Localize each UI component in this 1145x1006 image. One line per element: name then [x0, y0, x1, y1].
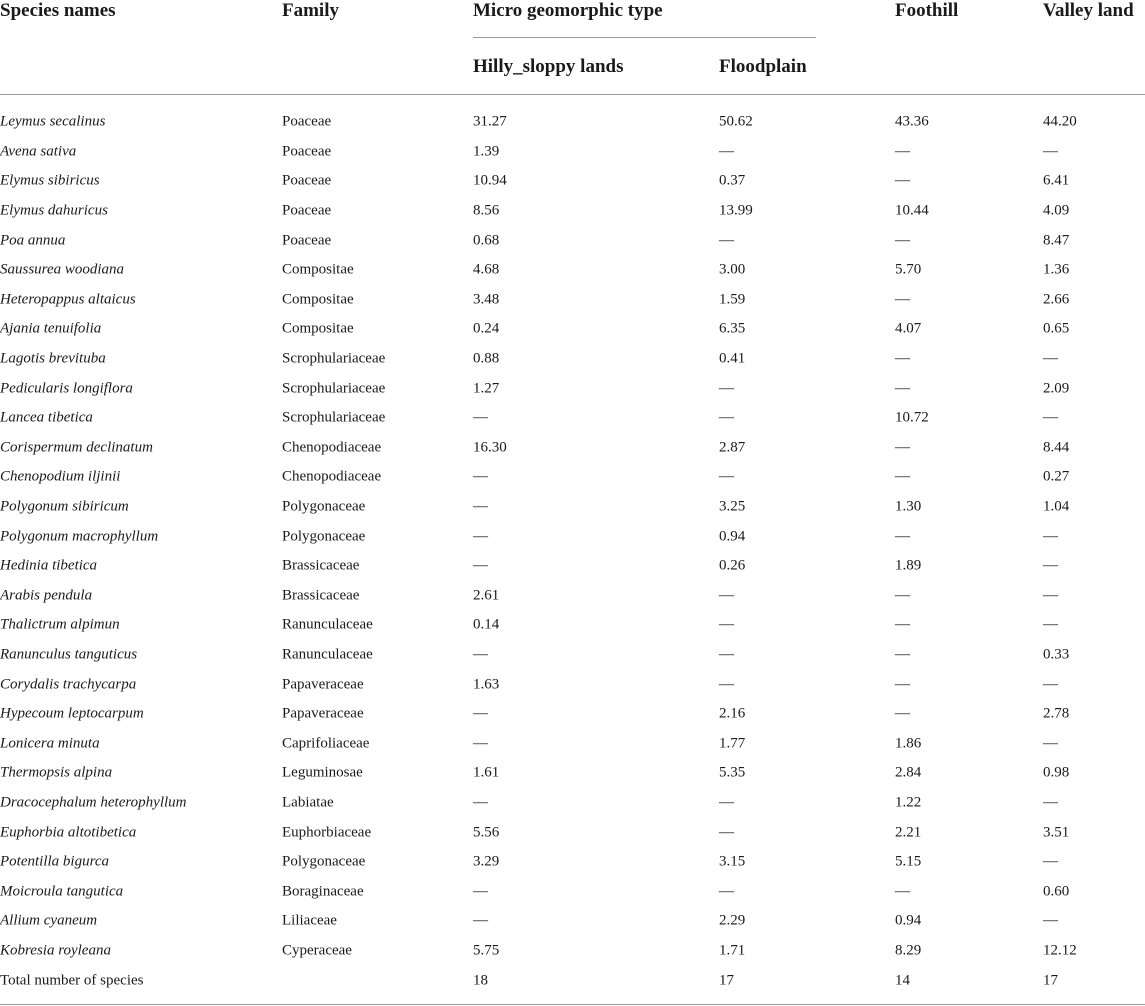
total-hilly-sloppy-value-cell: 18	[473, 972, 488, 989]
family-cell: Compositae	[282, 320, 354, 337]
foothill-value-cell: —	[895, 439, 910, 456]
family-cell: Papaveraceae	[282, 676, 364, 693]
species-name-cell: Heteropappus altaicus	[0, 291, 136, 308]
family-cell: Polygonaceae	[282, 528, 366, 545]
family-cell: Poaceae	[282, 232, 332, 249]
table-row	[0, 196, 1145, 226]
floodplain-value-cell: —	[719, 380, 734, 397]
floodplain-value-cell: 5.35	[719, 764, 746, 781]
foothill-value-cell: 5.15	[895, 853, 922, 870]
table-row	[0, 522, 1145, 552]
foothill-value-cell: —	[895, 143, 910, 160]
floodplain-value-cell: 0.37	[719, 172, 746, 189]
family-cell: Polygonaceae	[282, 498, 366, 515]
foothill-value-cell: 10.44	[895, 202, 929, 219]
header-foothill: Foothill	[895, 0, 959, 21]
floodplain-value-cell: 50.62	[719, 113, 753, 130]
valley-land-value-cell: —	[1043, 587, 1058, 604]
family-cell: Ranunculaceae	[282, 616, 373, 633]
floodplain-value-cell: —	[719, 587, 734, 604]
foothill-value-cell: 1.89	[895, 557, 922, 574]
header-valley-land: Valley land	[1043, 0, 1134, 21]
valley-land-value-cell: 3.51	[1043, 824, 1070, 841]
floodplain-value-cell: 3.15	[719, 853, 746, 870]
foothill-value-cell: 5.70	[895, 261, 922, 278]
table-row	[0, 670, 1145, 700]
hilly-sloppy-value-cell: —	[473, 498, 488, 515]
foothill-value-cell: —	[895, 587, 910, 604]
floodplain-value-cell: 3.00	[719, 261, 746, 278]
valley-land-value-cell: 44.20	[1043, 113, 1077, 130]
species-name-cell: Polygonum sibiricum	[0, 498, 129, 515]
table-row	[0, 847, 1145, 877]
floodplain-value-cell: —	[719, 468, 734, 485]
foothill-value-cell: 1.30	[895, 498, 922, 515]
species-name-cell: Corispermum declinatum	[0, 439, 153, 456]
floodplain-value-cell: 3.25	[719, 498, 746, 515]
valley-land-value-cell: —	[1043, 912, 1058, 929]
hilly-sloppy-value-cell: 1.39	[473, 143, 500, 160]
species-name-cell: Dracocephalum heterophyllum	[0, 794, 187, 811]
species-name-cell: Polygonum macrophyllum	[0, 528, 159, 545]
valley-land-value-cell: —	[1043, 676, 1058, 693]
floodplain-value-cell: 1.59	[719, 291, 746, 308]
species-name-cell: Poa annua	[0, 232, 66, 249]
foothill-value-cell: 0.94	[895, 912, 922, 929]
hilly-sloppy-value-cell: 5.56	[473, 824, 500, 841]
valley-land-value-cell: —	[1043, 616, 1058, 633]
family-cell: Scrophulariaceae	[282, 409, 386, 426]
hilly-sloppy-value-cell: —	[473, 646, 488, 663]
foothill-value-cell: 43.36	[895, 113, 929, 130]
family-cell: Brassicaceae	[282, 557, 360, 574]
header-rule	[0, 94, 1145, 95]
valley-land-value-cell: 8.47	[1043, 232, 1070, 249]
species-name-cell: Leymus secalinus	[0, 113, 106, 130]
total-valley-land-value-cell: 17	[1043, 972, 1058, 989]
valley-land-value-cell: 0.33	[1043, 646, 1070, 663]
species-name-cell: Lonicera minuta	[0, 735, 100, 752]
hilly-sloppy-value-cell: 0.68	[473, 232, 500, 249]
species-name-cell: Chenopodium iljinii	[0, 468, 121, 485]
table-row	[0, 167, 1145, 197]
floodplain-value-cell: —	[719, 232, 734, 249]
valley-land-value-cell: —	[1043, 409, 1058, 426]
table-row	[0, 907, 1145, 937]
hilly-sloppy-value-cell: 1.27	[473, 380, 500, 397]
family-cell: Caprifoliaceae	[282, 735, 370, 752]
family-cell: Chenopodiaceae	[282, 468, 382, 485]
species-name-cell: Lagotis brevituba	[0, 350, 106, 367]
valley-land-value-cell: 0.65	[1043, 320, 1070, 337]
valley-land-value-cell: 6.41	[1043, 172, 1070, 189]
species-name-cell: Avena sativa	[0, 143, 77, 160]
hilly-sloppy-value-cell: 2.61	[473, 587, 500, 604]
foothill-value-cell: 2.84	[895, 764, 922, 781]
floodplain-value-cell: —	[719, 646, 734, 663]
valley-land-value-cell: 0.27	[1043, 468, 1070, 485]
species-name-cell: Hypecoum leptocarpum	[0, 705, 144, 722]
hilly-sloppy-value-cell: —	[473, 468, 488, 485]
hilly-sloppy-value-cell: —	[473, 528, 488, 545]
species-name-cell: Potentilla bigurca	[0, 853, 110, 870]
floodplain-value-cell: 2.29	[719, 912, 746, 929]
table-row	[0, 551, 1145, 581]
table-row	[0, 699, 1145, 729]
table-row	[0, 759, 1145, 789]
floodplain-value-cell: 2.16	[719, 705, 746, 722]
family-cell: Poaceae	[282, 143, 332, 160]
foothill-value-cell: 2.21	[895, 824, 922, 841]
floodplain-value-cell: —	[719, 143, 734, 160]
table-row	[0, 788, 1145, 818]
table-body	[0, 108, 1145, 996]
table-row	[0, 640, 1145, 670]
foothill-value-cell: 1.22	[895, 794, 922, 811]
species-name-cell: Pedicularis longiflora	[0, 380, 133, 397]
valley-land-value-cell: —	[1043, 528, 1058, 545]
foothill-value-cell: —	[895, 468, 910, 485]
table-row	[0, 492, 1145, 522]
table-row	[0, 936, 1145, 966]
table-row	[0, 315, 1145, 345]
family-cell: Brassicaceae	[282, 587, 360, 604]
valley-land-value-cell: 4.09	[1043, 202, 1070, 219]
table-row	[0, 285, 1145, 315]
foothill-value-cell: —	[895, 528, 910, 545]
valley-land-value-cell: 0.60	[1043, 883, 1070, 900]
species-name-cell: Elymus sibiricus	[0, 172, 100, 189]
floodplain-value-cell: —	[719, 616, 734, 633]
family-cell: Scrophulariaceae	[282, 380, 386, 397]
hilly-sloppy-value-cell: 31.27	[473, 113, 507, 130]
hilly-sloppy-value-cell: 1.63	[473, 676, 500, 693]
valley-land-value-cell: 2.78	[1043, 705, 1070, 722]
species-name-cell: Arabis pendula	[0, 587, 93, 604]
species-name-cell: Euphorbia altotibetica	[0, 824, 137, 841]
hilly-sloppy-value-cell: 8.56	[473, 202, 500, 219]
species-name-cell: Ajania tenuifolia	[0, 320, 102, 337]
foothill-value-cell: 8.29	[895, 942, 922, 959]
floodplain-value-cell: 13.99	[719, 202, 753, 219]
floodplain-value-cell: 0.26	[719, 557, 746, 574]
species-name-cell: Allium cyaneum	[0, 912, 98, 929]
table-row	[0, 344, 1145, 374]
hilly-sloppy-value-cell: 0.24	[473, 320, 500, 337]
valley-land-value-cell: 1.04	[1043, 498, 1070, 515]
family-cell: Compositae	[282, 291, 354, 308]
hilly-sloppy-value-cell: 10.94	[473, 172, 507, 189]
valley-land-value-cell: 12.12	[1043, 942, 1077, 959]
table-row	[0, 226, 1145, 256]
foothill-value-cell: —	[895, 616, 910, 633]
family-cell: Scrophulariaceae	[282, 350, 386, 367]
family-cell: Ranunculaceae	[282, 646, 373, 663]
family-cell: Euphorbiaceae	[282, 824, 372, 841]
species-name-cell: Lancea tibetica	[0, 409, 93, 426]
foothill-value-cell: —	[895, 172, 910, 189]
species-name-cell: Thermopsis alpina	[0, 764, 113, 781]
valley-land-value-cell: 0.98	[1043, 764, 1070, 781]
species-name-cell: Thalictrum alpimun	[0, 616, 120, 633]
foothill-value-cell: —	[895, 705, 910, 722]
floodplain-value-cell: 1.71	[719, 942, 746, 959]
family-cell: Boraginaceae	[282, 883, 364, 900]
foothill-value-cell: 4.07	[895, 320, 922, 337]
header-subrule	[473, 37, 816, 38]
hilly-sloppy-value-cell: —	[473, 409, 488, 426]
floodplain-value-cell: —	[719, 824, 734, 841]
species-name-cell: Saussurea woodiana	[0, 261, 125, 278]
table-row	[0, 818, 1145, 848]
hilly-sloppy-value-cell: 3.48	[473, 291, 500, 308]
floodplain-value-cell: 0.41	[719, 350, 746, 367]
hilly-sloppy-value-cell: —	[473, 735, 488, 752]
hilly-sloppy-value-cell: 16.30	[473, 439, 507, 456]
valley-land-value-cell: 1.36	[1043, 261, 1070, 278]
foothill-value-cell: 10.72	[895, 409, 929, 426]
floodplain-value-cell: 0.94	[719, 528, 746, 545]
foothill-value-cell: —	[895, 883, 910, 900]
valley-land-value-cell: —	[1043, 557, 1058, 574]
table-row	[0, 374, 1145, 404]
header-micro-geomorphic-type: Micro geomorphic type	[473, 0, 663, 21]
foothill-value-cell: —	[895, 646, 910, 663]
floodplain-value-cell: 1.77	[719, 735, 746, 752]
total-row	[0, 966, 1145, 996]
foothill-value-cell: —	[895, 350, 910, 367]
hilly-sloppy-value-cell: —	[473, 883, 488, 900]
species-name-cell: Ranunculus tanguticus	[0, 646, 138, 663]
header-species-names: Species names	[0, 0, 116, 21]
valley-land-value-cell: —	[1043, 735, 1058, 752]
hilly-sloppy-value-cell: 5.75	[473, 942, 500, 959]
hilly-sloppy-value-cell: 3.29	[473, 853, 500, 870]
floodplain-value-cell: 2.87	[719, 439, 746, 456]
floodplain-value-cell: 6.35	[719, 320, 746, 337]
table-row	[0, 403, 1145, 433]
foothill-value-cell: 1.86	[895, 735, 922, 752]
floodplain-value-cell: —	[719, 883, 734, 900]
floodplain-value-cell: —	[719, 676, 734, 693]
table-row	[0, 877, 1145, 907]
floodplain-value-cell: —	[719, 794, 734, 811]
hilly-sloppy-value-cell: —	[473, 557, 488, 574]
valley-land-value-cell: 2.66	[1043, 291, 1070, 308]
hilly-sloppy-value-cell: —	[473, 705, 488, 722]
valley-land-value-cell: —	[1043, 350, 1058, 367]
hilly-sloppy-value-cell: 0.14	[473, 616, 500, 633]
floodplain-value-cell: —	[719, 409, 734, 426]
total-species-name-cell: Total number of species	[0, 972, 144, 989]
header-hilly-sloppy-lands: Hilly_sloppy lands	[473, 56, 624, 77]
table-row	[0, 137, 1145, 167]
species-name-cell: Kobresia royleana	[0, 942, 111, 959]
species-name-cell: Hedinia tibetica	[0, 557, 98, 574]
hilly-sloppy-value-cell: —	[473, 912, 488, 929]
foothill-value-cell: —	[895, 291, 910, 308]
species-name-cell: Moicroula tangutica	[0, 883, 124, 900]
family-cell: Leguminosae	[282, 764, 363, 781]
valley-land-value-cell: —	[1043, 794, 1058, 811]
foothill-value-cell: —	[895, 232, 910, 249]
table-row	[0, 433, 1145, 463]
valley-land-value-cell: 8.44	[1043, 439, 1070, 456]
valley-land-value-cell: —	[1043, 853, 1058, 870]
family-cell: Compositae	[282, 261, 354, 278]
hilly-sloppy-value-cell: 4.68	[473, 261, 500, 278]
total-foothill-value-cell: 14	[895, 972, 910, 989]
family-cell: Chenopodiaceae	[282, 439, 382, 456]
species-name-cell: Elymus dahuricus	[0, 202, 108, 219]
valley-land-value-cell: —	[1043, 143, 1058, 160]
family-cell: Poaceae	[282, 202, 332, 219]
family-cell: Polygonaceae	[282, 853, 366, 870]
table-row	[0, 611, 1145, 641]
foothill-value-cell: —	[895, 676, 910, 693]
family-cell: Labiatae	[282, 794, 334, 811]
table-row	[0, 255, 1145, 285]
family-cell: Poaceae	[282, 172, 332, 189]
table-bottom-rule	[0, 1004, 1145, 1005]
foothill-value-cell: —	[895, 380, 910, 397]
valley-land-value-cell: 2.09	[1043, 380, 1070, 397]
header-floodplain: Floodplain	[719, 56, 807, 77]
family-cell: Liliaceae	[282, 912, 337, 929]
species-name-cell: Corydalis trachycarpa	[0, 676, 137, 693]
header-family: Family	[282, 0, 339, 21]
hilly-sloppy-value-cell: —	[473, 794, 488, 811]
family-cell: Papaveraceae	[282, 705, 364, 722]
table-row	[0, 581, 1145, 611]
family-cell: Cyperaceae	[282, 942, 352, 959]
table-row	[0, 108, 1145, 138]
table-row	[0, 729, 1145, 759]
family-cell: Poaceae	[282, 113, 332, 130]
hilly-sloppy-value-cell: 1.61	[473, 764, 500, 781]
table-row	[0, 463, 1145, 493]
total-floodplain-value-cell: 17	[719, 972, 734, 989]
hilly-sloppy-value-cell: 0.88	[473, 350, 500, 367]
